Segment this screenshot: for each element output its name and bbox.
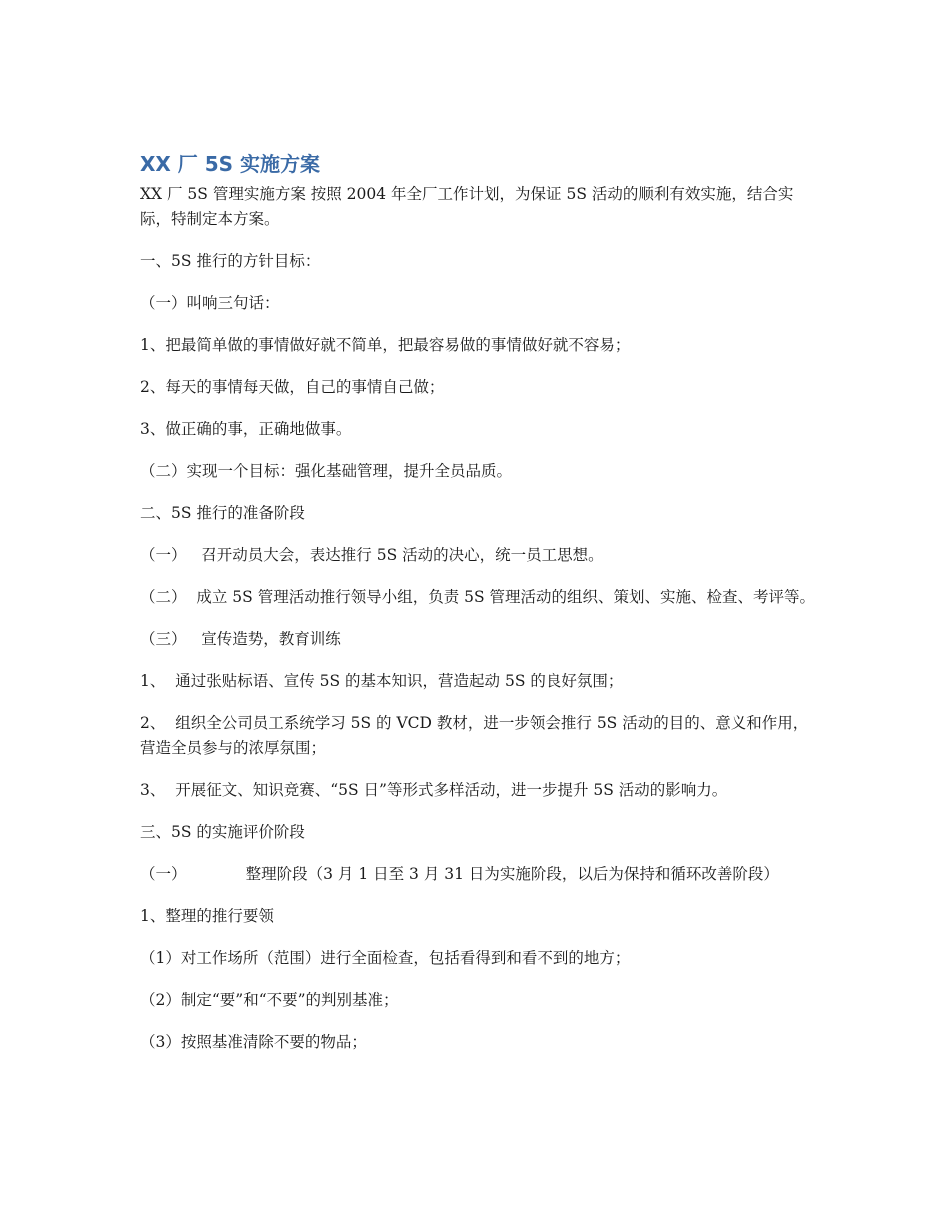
list-item: 3、 开展征文、知识竞赛、“5S 日”等形式多样活动，进一步提升 5S 活动的影响力。 [140,781,728,799]
list-item: 1、整理的推行要领 [140,907,274,925]
list-item: 2、 组织全公司员工系统学习 5S 的 VCD 教材，进一步领会推行 5S 活动的目的、意义和作用，营造全员参与的浓厚氛围； [140,714,809,757]
intro-paragraph: XX 厂 5S 管理实施方案 按照 2004 年全厂工作计划，为保证 5S 活动的顺利有效实施，结合实际，特制定本方案。 [140,185,794,228]
list-item: 2、每天的事情每天做，自己的事情自己做； [140,378,445,396]
section-1-heading: 一、5S 推行的方针目标： [140,252,321,270]
document-title: XX 厂 5S 实施方案 [140,152,321,176]
list-item: （3）按照基准清除不要的物品； [140,1033,367,1051]
list-item: 1、把最简单做的事情做好就不简单，把最容易做的事情做好就不容易； [140,336,631,354]
list-item: 3、做正确的事，正确地做事。 [140,420,352,438]
subsection-1-1-heading: （一）叫响三句话： [140,294,280,312]
subsection-2-1: （一） 召开动员大会，表达推行 5S 活动的决心，统一员工思想。 [140,546,604,564]
section-3-heading: 三、5S 的实施评价阶段 [140,823,305,841]
subsection-3-1: （一） 整理阶段（3 月 1 日至 3 月 31 日为实施阶段，以后为保持和循环改善阶段） [140,865,779,883]
subsection-2-3: （三） 宣传造势，教育训练 [140,630,341,648]
document-page [140,150,820,1055]
section-2-heading: 二、5S 推行的准备阶段 [140,504,305,522]
subsection-1-2-heading: （二）实现一个目标：强化基础管理，提升全员品质。 [140,462,513,480]
list-item: （2）制定“要”和“不要”的判别基准； [140,991,399,1009]
list-item: 1、 通过张贴标语、宣传 5S 的基本知识，营造起动 5S 的良好氛围； [140,672,624,690]
subsection-2-2: （二） 成立 5S 管理活动推行领导小组，负责 5S 管理活动的组织、策划、实施、检查、考评等。 [140,588,816,606]
list-item: （1）对工作场所（范围）进行全面检查，包括看得到和看不到的地方； [140,949,631,967]
